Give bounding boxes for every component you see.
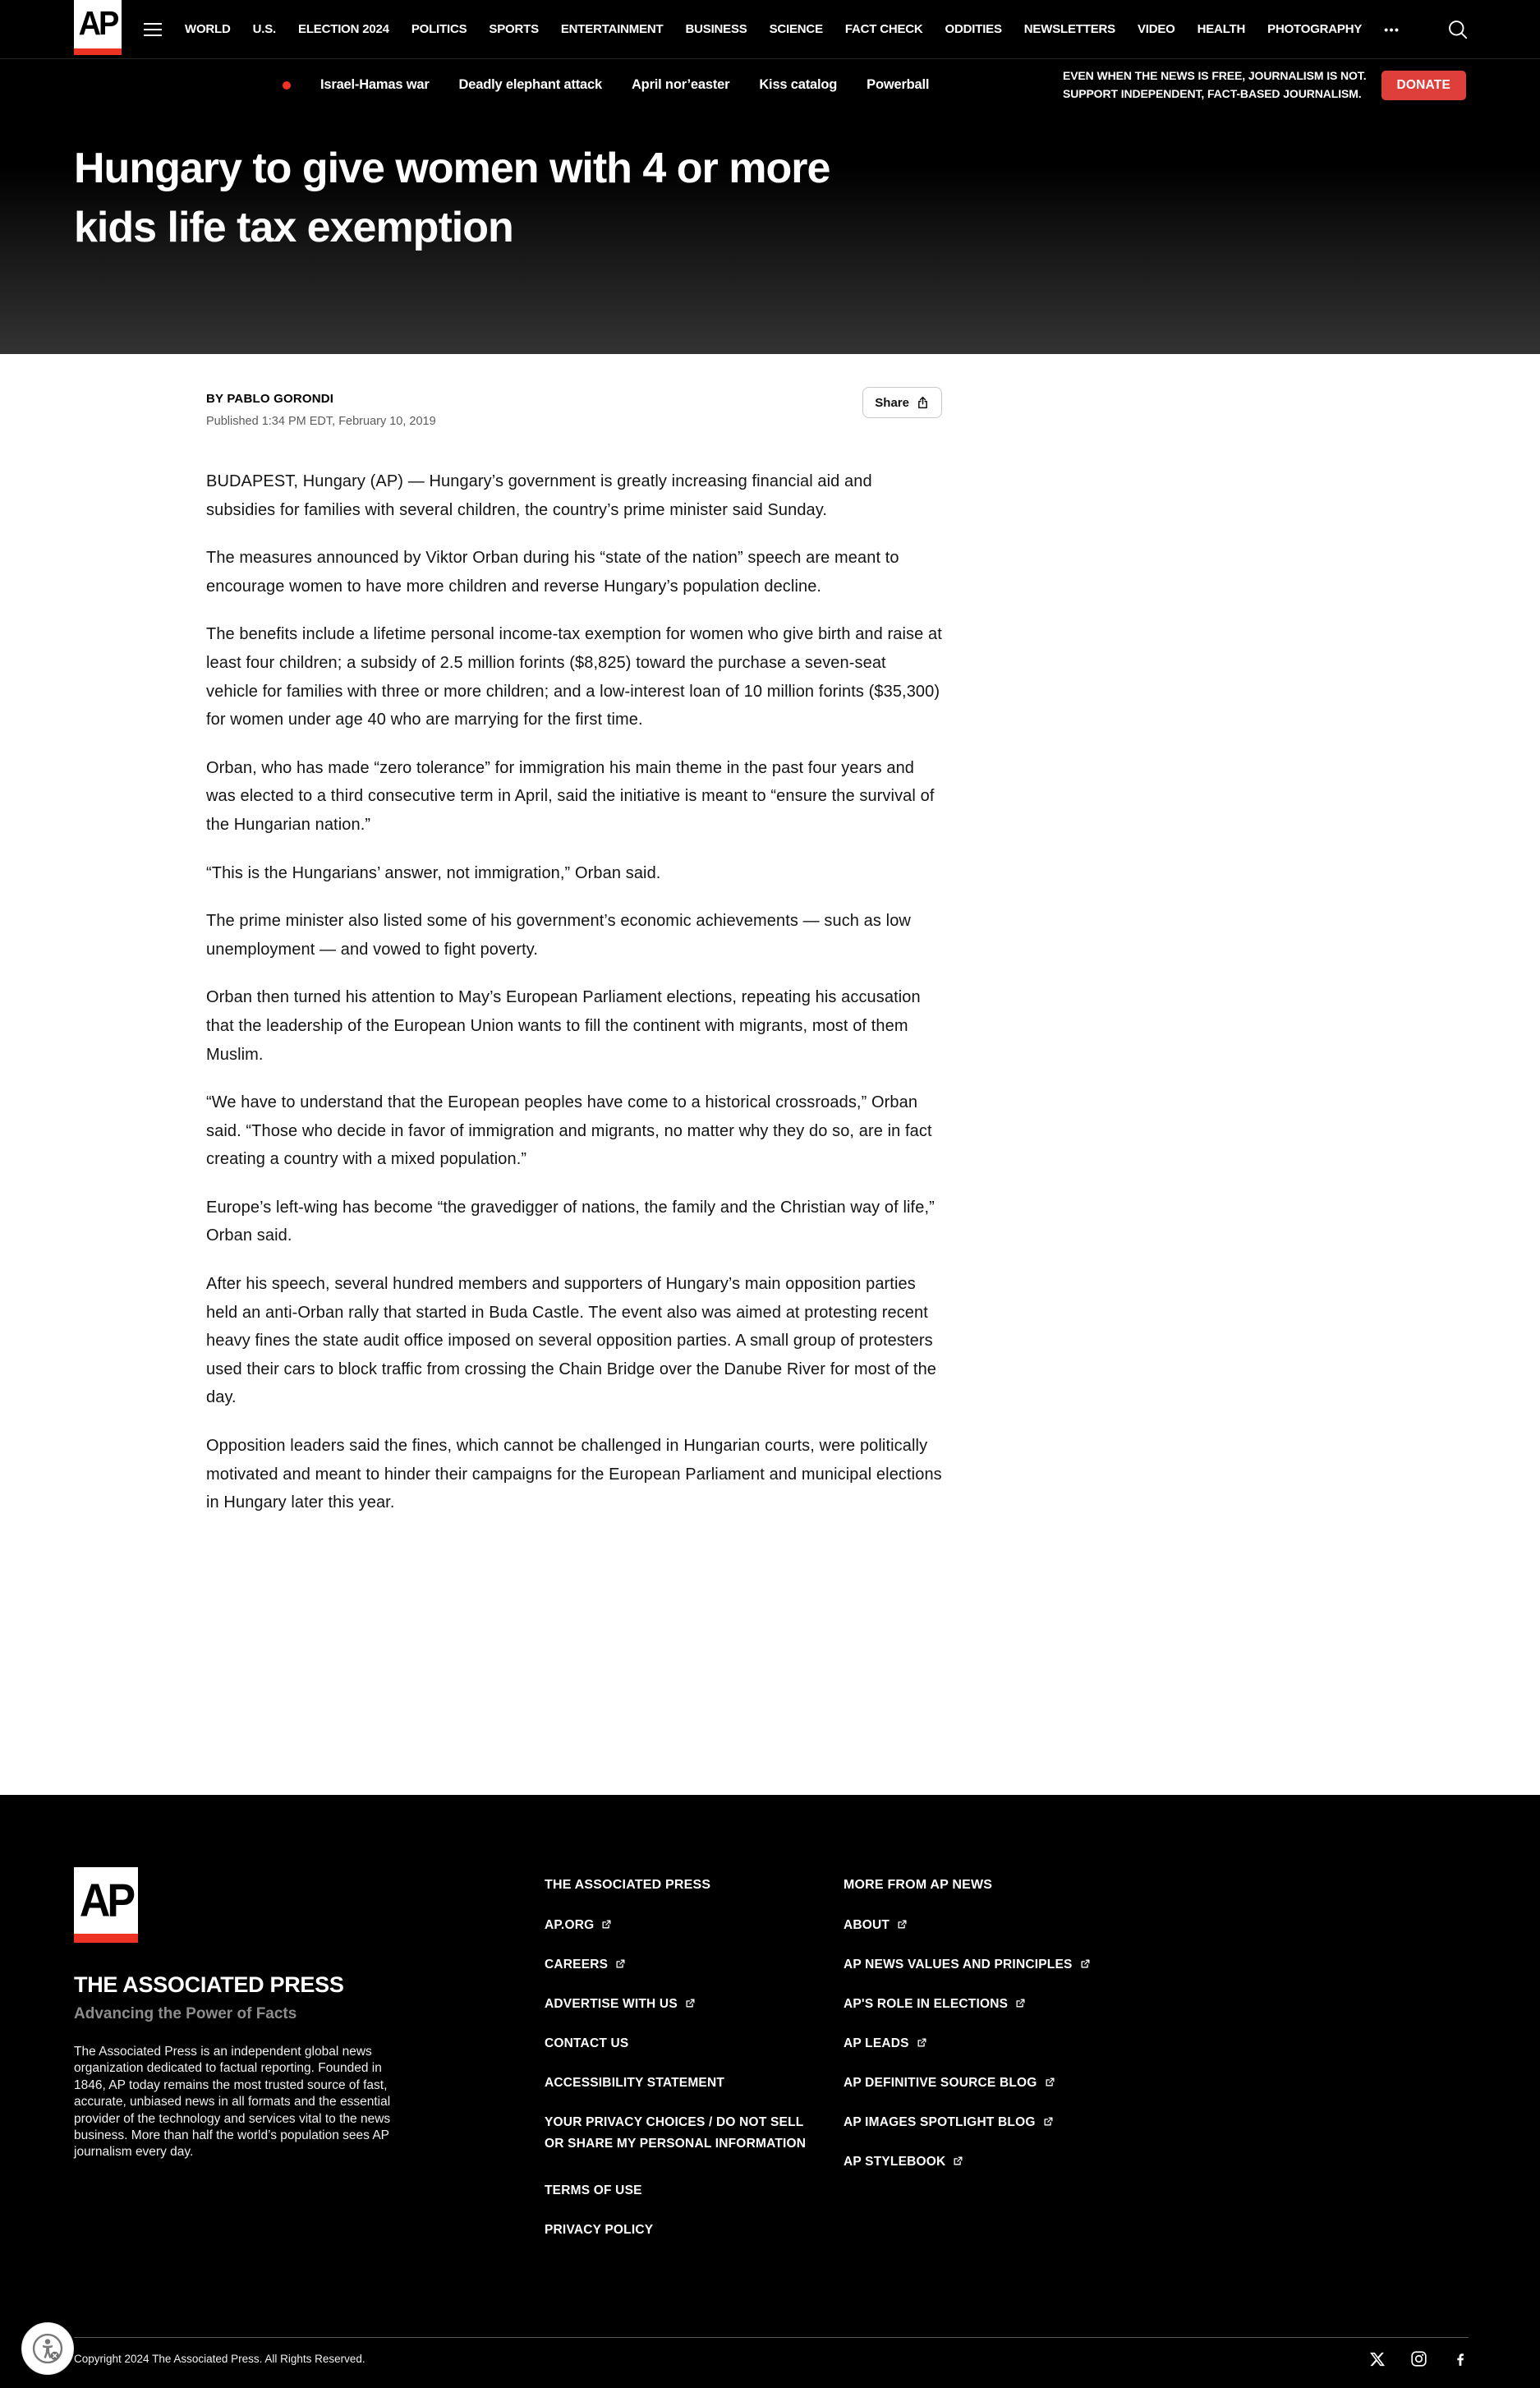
footer-link-advertise-with-us[interactable]: [545, 1994, 816, 2015]
x-icon: [1369, 2351, 1386, 2367]
primary-nav: [185, 22, 1362, 36]
footer-link-ap-leads[interactable]: [844, 2033, 1188, 2054]
external-link-icon: [1015, 1998, 1026, 2008]
article-body: [206, 467, 942, 1517]
accessibility-widget-button[interactable]: [21, 2322, 74, 2375]
footer: [0, 1795, 1540, 2388]
footer-link-list: [545, 1915, 816, 2241]
footer-link-label: AP IMAGES SPOTLIGHT BLOG: [844, 2115, 1036, 2129]
footer-link-label: ABOUT: [844, 1918, 890, 1932]
footer-link-ap-news-values-and-principles[interactable]: [844, 1954, 1188, 1976]
nav-item-photography[interactable]: PHOTOGRAPHY: [1267, 22, 1363, 36]
footer-link-ap-stylebook[interactable]: [844, 2151, 1188, 2173]
article-paragraph: The benefits include a lifetime personal income-tax exemption for women who give birth and raise at least four children; a subsidy of 2.5 million forints ($8,825) toward the purchase a seven-seat vehicle for families with three or more children; and a low-interest loan of 10 million forints ($35,300) for women under age 40 who are marrying for the first time.: [206, 625, 942, 729]
article-headline: [74, 139, 1466, 257]
article-paragraph: “This is the Hungarians’ answer, not immigration,” Orban said.: [206, 863, 661, 882]
footer-link-label: CONTACT US: [545, 2036, 629, 2050]
footer-link-label: AP DEFINITIVE SOURCE BLOG: [844, 2076, 1037, 2090]
footer-bottom-bar: [74, 2337, 1469, 2367]
external-link-icon: [1045, 2077, 1055, 2087]
external-link-icon: [953, 2156, 963, 2166]
article-paragraph: The measures announced by Viktor Orban during his “state of the nation” speech are meant to encourage women to have more children and reverse Hungary’s population decline.: [206, 549, 899, 596]
footer-link-terms-of-use[interactable]: [545, 2180, 816, 2202]
support-message: [1063, 67, 1367, 103]
instagram-icon: [1410, 2350, 1427, 2367]
copyright-text: Copyright 2024 The Associated Press. All Rights Reserved.: [74, 2353, 365, 2365]
share-icon: [916, 395, 930, 410]
footer-link-ap-s-role-in-elections[interactable]: [844, 1994, 1188, 2015]
article-paragraph: Europe’s left-wing has become “the gravedigger of nations, the family and the Christian way of life,” Orban said.: [206, 1198, 935, 1245]
footer-brand: [74, 1867, 402, 2161]
footer-brand-description: The Associated Press is an independent global news organization dedicated to factual reporting. Founded in 1846, AP today remains the most trusted source of fast, accurate, unbiased news in all formats and the essential provider of the technology and services vital to the news business. More than half the world’s population sees AP journalism every day.: [74, 2045, 391, 2160]
footer-link-label: PRIVACY POLICY: [545, 2223, 654, 2237]
article: [206, 354, 942, 1795]
footer-link-careers[interactable]: [545, 1954, 816, 1976]
nav-overflow-button[interactable]: •••: [1384, 22, 1400, 36]
instagram-button[interactable]: [1410, 2350, 1427, 2367]
menu-button[interactable]: [144, 23, 162, 36]
nav-item-health[interactable]: HEALTH: [1197, 22, 1246, 36]
footer-link-label: CAREERS: [545, 1958, 609, 1972]
headline-line-1: Hungary to give women with 4 or more: [74, 145, 830, 192]
nav-item-fact-check[interactable]: FACT CHECK: [844, 22, 923, 36]
support-block: [1063, 67, 1466, 103]
footer-column-ap: [545, 1867, 816, 2259]
byline-row: [206, 354, 942, 428]
facebook-button[interactable]: [1452, 2351, 1469, 2367]
footer-brand-tagline: Advancing the Power of Facts: [74, 2005, 297, 2022]
accessibility-icon: [30, 2330, 66, 2367]
footer-column-more: [844, 1867, 1188, 2191]
trending-topic-powerball[interactable]: Powerball: [867, 77, 930, 92]
footer-link-accessibility-statement[interactable]: [545, 2073, 816, 2094]
article-paragraph: Orban, who has made “zero tolerance” for immigration his main theme in the past four years and was elected to a third consecutive term in April, said the initiative is meant to “ensure the survival of the Hungarian nation.”: [206, 758, 935, 834]
footer-link-label: AP STYLEBOOK: [844, 2155, 946, 2169]
footer-link-contact-us[interactable]: [545, 2033, 816, 2054]
nav-item-science[interactable]: SCIENCE: [769, 22, 823, 36]
nav-item-election-2024[interactable]: ELECTION 2024: [298, 22, 389, 36]
trending-topic-april-nor-easter[interactable]: April nor’easter: [631, 77, 730, 92]
ap-logo[interactable]: [74, 0, 122, 55]
footer-link-label: AP NEWS VALUES AND PRINCIPLES: [844, 1958, 1073, 1972]
nav-item-politics[interactable]: POLITICS: [411, 22, 467, 36]
support-message-line1: EVEN WHEN THE NEWS IS FREE, JOURNALISM IS NOT.: [1062, 68, 1367, 82]
article-paragraph: Opposition leaders said the fines, which cannot be challenged in Hungarian courts, were politically motivated and meant to hinder their campaigns for the European Parliament and municipal elections in Hungary later this year.: [206, 1437, 942, 1512]
trending-topic-israel-hamas-war[interactable]: Israel-Hamas war: [320, 77, 430, 92]
footer-link-your-privacy-choices-do-not-sell-or-share-my-personal-information[interactable]: [545, 2112, 816, 2155]
footer-brand-name: THE ASSOCIATED PRESS: [74, 1972, 344, 1997]
footer-link-label: ADVERTISE WITH US: [545, 1997, 678, 2011]
footer-column-header: THE ASSOCIATED PRESS: [545, 1878, 711, 1892]
published-timestamp: Published 1:34 PM EDT, February 10, 2019: [206, 415, 436, 428]
nav-item-entertainment[interactable]: ENTERTAINMENT: [560, 22, 664, 36]
share-button-label: Share: [875, 395, 909, 410]
footer-link-label: AP.ORG: [545, 1918, 595, 1932]
ap-logo-text: AP: [78, 5, 117, 43]
nav-item-oddities[interactable]: ODDITIES: [945, 22, 1002, 36]
article-paragraph: Orban then turned his attention to May’s European Parliament elections, repeating his accusation that the leadership of the European Union wants to fill the continent with migrants, most of them Muslim.: [206, 988, 921, 1064]
trending-topic-list: [320, 77, 929, 93]
article-paragraph: The prime minister also listed some of his government’s economic achievements — such as low unemployment — and vowed to fight poverty.: [206, 912, 911, 959]
share-button[interactable]: [862, 387, 942, 418]
external-link-icon: [601, 1919, 612, 1930]
nav-item-business[interactable]: BUSINESS: [685, 22, 747, 36]
external-link-icon: [897, 1919, 908, 1930]
ap-logo-footer-text: AP: [79, 1875, 133, 1927]
external-link-icon: [917, 2037, 927, 2048]
footer-link-about[interactable]: [844, 1915, 1188, 1936]
footer-link-privacy-policy[interactable]: [545, 2220, 816, 2241]
nav-item-newsletters[interactable]: NEWSLETTERS: [1023, 22, 1115, 36]
search-button[interactable]: [1446, 17, 1470, 42]
trending-dot-icon: [283, 81, 291, 90]
footer-link-label: AP LEADS: [844, 2036, 909, 2050]
footer-link-label: AP'S ROLE IN ELECTIONS: [844, 1997, 1009, 2011]
donate-button[interactable]: DONATE: [1381, 71, 1467, 100]
external-link-icon: [1043, 2116, 1054, 2127]
top-nav: [0, 0, 1540, 59]
nav-item-u-s[interactable]: U.S.: [252, 22, 277, 36]
footer-link-ap-org[interactable]: [545, 1915, 816, 1936]
article-paragraph: After his speech, several hundred members and supporters of Hungary’s main opposition parties held an anti-Orban rally that started in Buda Castle. The event also was aimed at protesting recent heavy fines the state audit office imposed on several opposition parties. A small group of protesters used their cars to block traffic from crossing the Chain Bridge over the Danube River for most of the day.: [206, 1275, 937, 1407]
trending-topic-kiss-catalog[interactable]: Kiss catalog: [759, 77, 838, 92]
hamburger-menu-icon: [144, 23, 162, 36]
facebook-icon: [1452, 2351, 1469, 2367]
nav-item-video[interactable]: VIDEO: [1137, 22, 1175, 36]
trending-bar: [0, 59, 1540, 111]
nav-item-world[interactable]: WORLD: [185, 22, 231, 36]
article-byline: BY PABLO GORONDI: [206, 392, 334, 406]
footer-column-header: MORE FROM AP NEWS: [844, 1878, 993, 1892]
social-links: [1369, 2350, 1469, 2367]
trending-topics: [283, 77, 929, 93]
external-link-icon: [615, 1958, 626, 1969]
ap-logo-footer[interactable]: [74, 1867, 138, 1943]
footer-link-label: TERMS OF USE: [545, 2183, 642, 2197]
x-button[interactable]: [1369, 2351, 1386, 2367]
search-icon: [1446, 17, 1470, 42]
footer-link-ap-images-spotlight-blog[interactable]: [844, 2112, 1188, 2133]
article-paragraph: BUDAPEST, Hungary (AP) — Hungary’s government is greatly increasing financial aid and subsidies for families with several children, the country’s prime minister said Sunday.: [206, 472, 872, 519]
article-hero: [0, 111, 1540, 354]
trending-topic-deadly-elephant-attack[interactable]: Deadly elephant attack: [458, 77, 602, 92]
nav-item-sports[interactable]: SPORTS: [489, 22, 539, 36]
headline-line-2: kids life tax exemption: [74, 204, 513, 251]
footer-link-label: ACCESSIBILITY STATEMENT: [545, 2076, 725, 2090]
support-message-line2: SUPPORT INDEPENDENT, FACT-BASED JOURNALISM.: [1062, 86, 1362, 100]
footer-link-label: YOUR PRIVACY CHOICES / DO NOT SELL OR SHARE MY PERSONAL INFORMATION: [545, 2115, 807, 2151]
article-paragraph: “We have to understand that the European peoples have come to a historical crossroads,” Orban said. “Those who decide in favor of immigration and migrants, no matter why they do so, are in fact creating a country with a mixed population.”: [206, 1093, 932, 1169]
external-link-icon: [1080, 1958, 1091, 1969]
external-link-icon: [685, 1998, 696, 2008]
footer-link-ap-definitive-source-blog[interactable]: [844, 2073, 1188, 2094]
footer-link-list: [844, 1915, 1188, 2173]
footer-columns: [0, 1795, 1540, 2259]
